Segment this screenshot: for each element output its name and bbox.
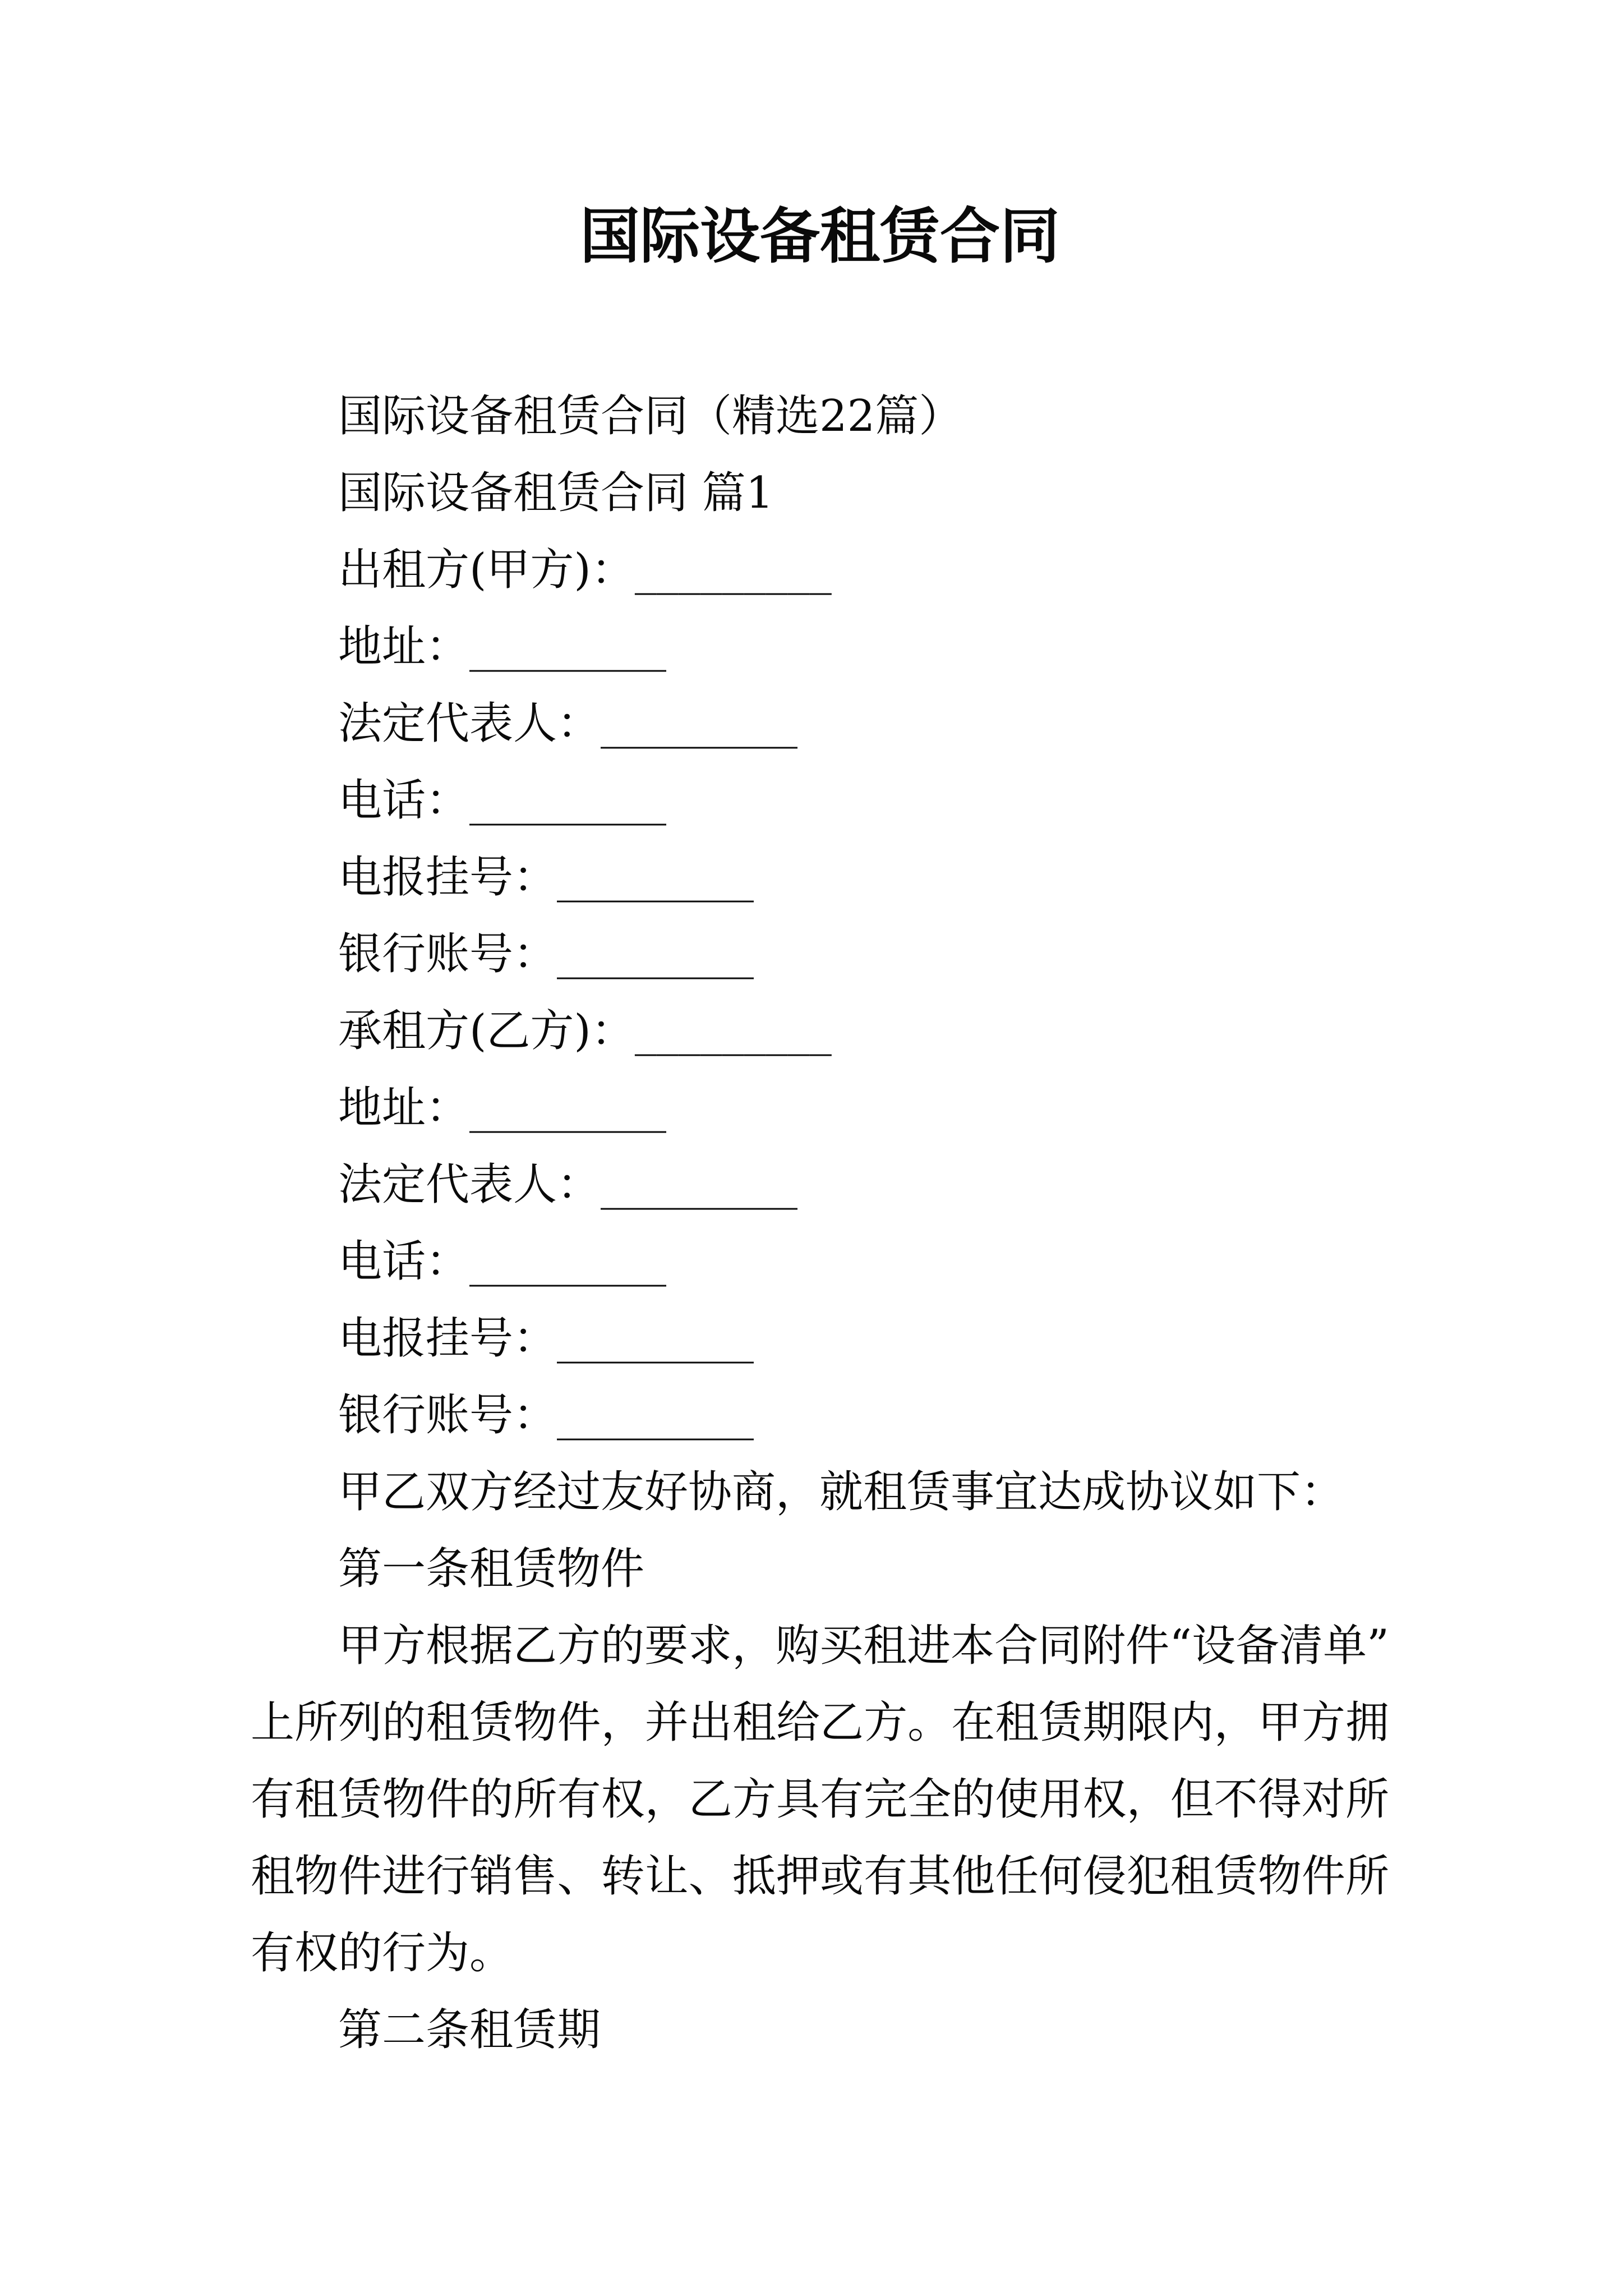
document-title: 国际设备租赁合同 (579, 201, 1060, 272)
lessor-party-field (251, 532, 1389, 609)
lessee-legal-representative-field (251, 1147, 1389, 1223)
fill-in-blank: _________ (601, 1159, 798, 1210)
lessee-cable-address-field (251, 1300, 1389, 1377)
article-1-heading: 第一条租赁物件 (338, 1544, 645, 1594)
lessee-party-field (251, 993, 1389, 1070)
article-1-body-line: 租物件进行销售、转让、抵押或有其他任何侵犯租赁物件所 (251, 1851, 1389, 1902)
fill-in-blank: _________ (469, 1083, 667, 1133)
fill-in-blank: _________ (601, 698, 798, 749)
field-label: 电报挂号： (338, 852, 557, 903)
field-label: 电报挂号： (338, 1313, 557, 1364)
lessor-cable-address-field (251, 839, 1389, 916)
field-label: 地址： (338, 622, 470, 672)
fill-in-blank: _________ (557, 852, 754, 903)
field-label: 银行账号： (338, 929, 557, 979)
lessor-bank-account-field (251, 916, 1389, 993)
fill-in-blank: _________ (469, 775, 667, 826)
field-label: 银行账号： (338, 1390, 557, 1441)
lessee-phone-field (251, 1223, 1389, 1300)
field-label: 法定代表人： (338, 698, 601, 749)
article-1-body-line: 上所列的租赁物件，并出租给乙方。在租赁期限内，甲方拥 (251, 1697, 1389, 1748)
article-1-body (251, 1608, 1389, 1992)
document-body (251, 378, 1389, 2069)
fill-in-blank: _________ (634, 545, 832, 595)
lessee-address-field (251, 1070, 1389, 1147)
article-1-body-line: 甲方根据乙方的要求，购买租进本合同附件“设备清单” (338, 1621, 1389, 1671)
article-1-body-line: 有权的行为。 (251, 1928, 514, 1978)
article-1-body-line: 有租赁物件的所有权，乙方具有完全的使用权，但不得对所 (251, 1774, 1389, 1825)
field-label: 法定代表人： (338, 1159, 601, 1210)
fill-in-blank: _________ (469, 1236, 667, 1287)
field-label: 承租方(乙方)： (338, 1006, 635, 1056)
part-heading: 国际设备租赁合同 篇1 (338, 468, 774, 518)
fill-in-blank: _________ (557, 1390, 754, 1441)
fill-in-blank: _________ (557, 929, 754, 979)
field-label: 地址： (338, 1083, 470, 1133)
lessor-legal-representative-field (251, 685, 1389, 762)
fill-in-blank: _________ (469, 622, 667, 672)
lessee-bank-account-field (251, 1377, 1389, 1454)
lessor-phone-field (251, 762, 1389, 839)
article-2-heading: 第二条租赁期 (338, 2005, 601, 2055)
lessor-address-field (251, 609, 1389, 685)
fill-in-blank: _________ (634, 1006, 832, 1056)
field-label: 电话： (338, 1236, 470, 1287)
field-label: 出租方(甲方)： (338, 545, 635, 595)
collection-heading: 国际设备租赁合同（精选22篇） (338, 391, 963, 441)
field-label: 电话： (338, 775, 470, 826)
agreement-intro: 甲乙双方经过友好协商，就租赁事宜达成协议如下： (338, 1467, 1345, 1517)
fill-in-blank: _________ (557, 1313, 754, 1364)
